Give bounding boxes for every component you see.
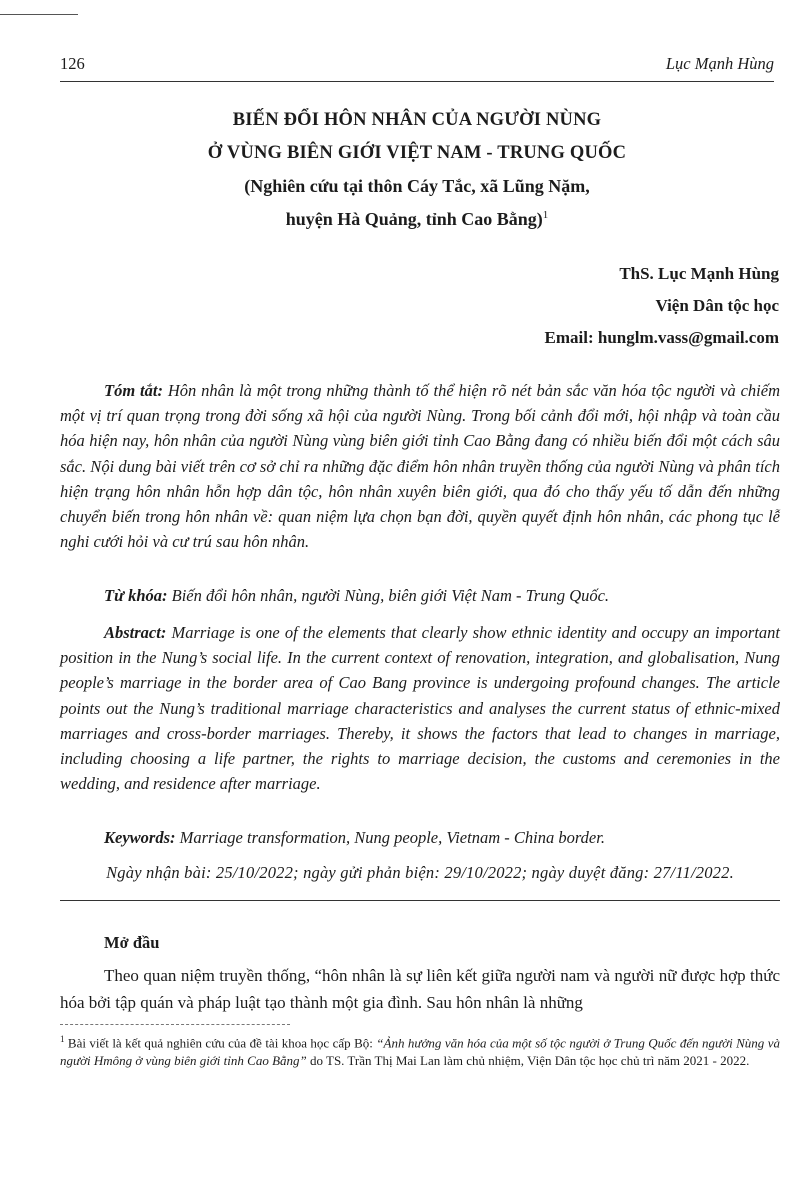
running-head-author: Lục Mạnh Hùng [665, 54, 774, 73]
page-header [60, 54, 774, 80]
title-line-1: BIẾN ĐỔI HÔN NHÂN CỦA NGƯỜI NÙNG [232, 110, 602, 130]
footnote-text-before: Bài viết là kết quả nghiên cứu của đề tài khoa học cấp Bộ: [64, 1035, 377, 1051]
page-number: 126 [60, 54, 85, 73]
subtitle-line-2-text: huyện Hà Quảng, tỉnh Cao Bằng) [285, 209, 543, 229]
keywords-en-block [60, 825, 780, 850]
keywords-en-text: Marriage transformation, Nung people, Vietnam - China border. [175, 828, 605, 847]
article-title [60, 104, 774, 236]
abstract-vi-block [60, 378, 780, 554]
footnote-text-after: do TS. Trần Thị Mai Lan làm chủ nhiệm, Viện Dân tộc học chủ trì năm 2021 - 2022. [306, 1053, 750, 1069]
submission-dates: Ngày nhận bài: 25/10/2022; ngày gửi phản biện: 29/10/2022; ngày duyệt đăng: 27/11/2022. [106, 863, 734, 882]
abstract-en-block [60, 620, 780, 796]
body-text [60, 962, 780, 1016]
abstract-vi [60, 378, 780, 554]
abstract-vi-text: Hôn nhân là một trong những thành tố thể hiện rõ nét bản sắc văn hóa tộc người và chiếm một vị trí quan trọng trong đời sống xã hội của người Nùng. Trong bối cảnh đổi mới, hội nhập và toàn cầu hóa hiện nay, hôn nhân của người Nùng vùng biên giới tỉnh Cao Bằng đang có nhiều biến đổi một cách sâu sắc. Nội dung bài viết trên cơ sở chỉ ra những đặc điểm hôn nhân truyền thống của người Nùng và phân tích hiện trạng hôn nhân hỗn hợp dân tộc, hôn nhân xuyên biên giới, qua đó cho thấy yếu tố dẫn đến những chuyển biến trong hôn nhân về: quan niệm lựa chọn bạn đời, quyền quyết định hôn nhân, các phong tục lễ nghi cưới hỏi và cư trú sau hôn nhân. [60, 381, 780, 552]
author-email: Email: hunglm.vass@gmail.com [544, 328, 779, 347]
abstract-en-label: Abstract: [104, 623, 167, 642]
abstract-en-text: Marriage is one of the elements that clearly show ethnic identity and occupy an important position in the Nung’s social life. In the current context of renovation, integration, and globalisation, Nung people’s marriage in the border area of Cao Bang province is undergoing profound changes. The article points out the Nung’s traditional marriage characteristics and analyses the current status of ethnic-mixed marriages and cross-border marriages. Thereby, it shows the factors that lead to changes in marriage, including choosing a life partner, the rights to marriage decision, the customs and ceremonies in the wedding, and residence after marriage. [60, 623, 780, 794]
author-block [545, 258, 779, 354]
section-separator-rule [60, 900, 780, 901]
keywords-en [60, 825, 780, 850]
keywords-vi-text: Biến đổi hôn nhân, người Nùng, biên giới Việt Nam - Trung Quốc. [167, 586, 610, 605]
subtitle-line-2 [60, 203, 774, 236]
footnote [60, 1030, 780, 1070]
abstract-vi-label: Tóm tắt: [104, 381, 163, 400]
keywords-en-label: Keywords: [104, 828, 176, 847]
keywords-vi-label: Từ khóa: [104, 586, 168, 605]
top-edge-line [0, 14, 78, 15]
author-name: ThS. Lục Mạnh Hùng [619, 264, 779, 283]
subtitle-line-1: (Nghiên cứu tại thôn Cáy Tắc, xã Lũng Nặm, [244, 176, 590, 196]
footnote-rule [60, 1024, 290, 1025]
keywords-vi [60, 583, 780, 608]
title-footnote-mark: 1 [542, 209, 549, 221]
abstract-en [60, 620, 780, 796]
footnote-mark: 1 [60, 1034, 65, 1044]
body-paragraph: Theo quan niệm truyền thống, “hôn nhân là sự liên kết giữa người nam và người nữ được hợp thức hóa bởi tập quán và pháp luật tạo thành một gia đình. Sau hôn nhân là những [60, 966, 780, 1012]
header-rule [60, 81, 774, 82]
section-heading: Mở đầu [104, 933, 160, 952]
footnote-project-title: “Ảnh hưởng văn hóa của một số tộc người ở Trung Quốc đến người Nùng và người Hmông ở vùng biên giới tỉnh Cao Bằng” [60, 1035, 780, 1069]
title-line-2: Ở VÙNG BIÊN GIỚI VIỆT NAM - TRUNG QUỐC [207, 143, 627, 163]
author-affiliation: Viện Dân tộc học [655, 296, 779, 315]
keywords-vi-block [60, 583, 780, 608]
